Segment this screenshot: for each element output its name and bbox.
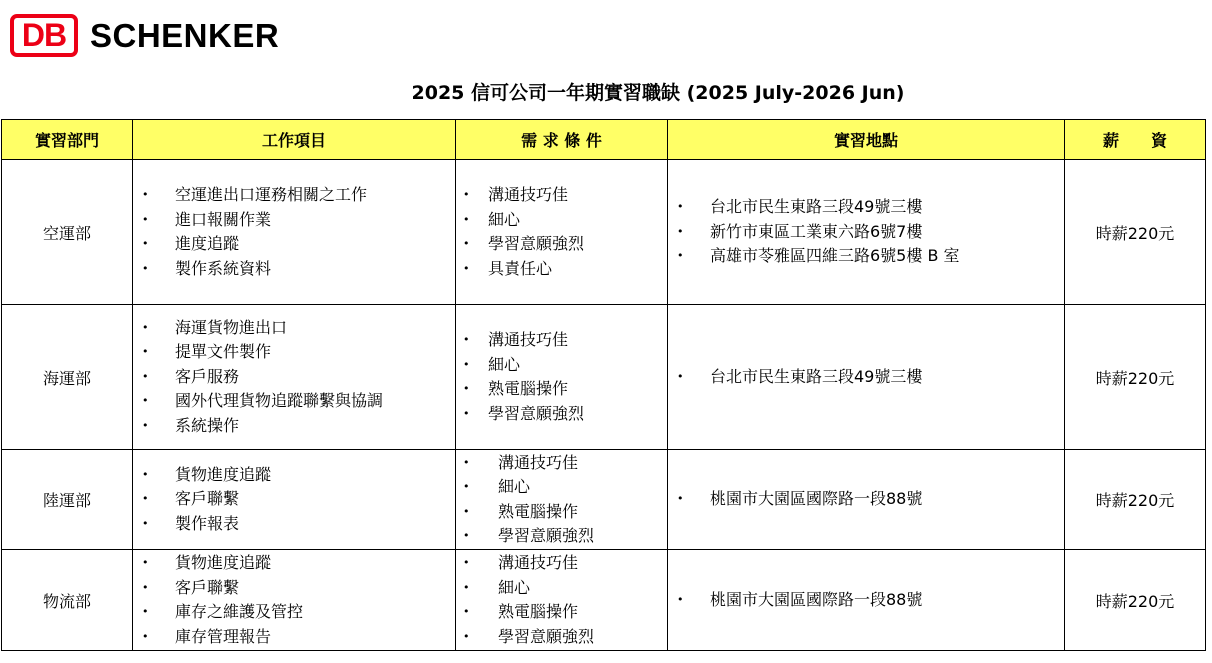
table-header-row xyxy=(2,120,1206,160)
list-item: • 學習意願強烈 xyxy=(456,232,667,257)
list-item: • 進口報關作業 xyxy=(133,208,455,233)
list-item: • 學習意願強烈 xyxy=(456,524,667,549)
list-item: • 新竹市東區工業東六路6號7樓 xyxy=(668,220,1064,245)
internship-table xyxy=(1,119,1206,651)
table-row xyxy=(2,550,1206,651)
list-item: • 國外代理貨物追蹤聯繫與協調 xyxy=(133,389,455,414)
header-requirements: 需 求 條 件 xyxy=(456,120,668,160)
list-item: • 具責任心 xyxy=(456,257,667,282)
list-item: • 台北市民生東路三段49號三樓 xyxy=(668,365,1064,390)
list-item: • 溝通技巧佳 xyxy=(456,551,667,576)
requirements-list xyxy=(456,551,667,649)
list-item: • 桃園市大園區國際路一段88號 xyxy=(668,487,1064,512)
list-item: • 溝通技巧佳 xyxy=(456,451,667,476)
list-item: • 庫存管理報告 xyxy=(133,625,455,650)
location-list xyxy=(668,195,1064,269)
header-work: 工作項目 xyxy=(133,120,456,160)
requirements-cell xyxy=(456,550,668,651)
salary-cell: 時薪220元 xyxy=(1065,450,1206,550)
header-salary: 薪 資 xyxy=(1065,120,1206,160)
list-item: • 客戶聯繫 xyxy=(133,576,455,601)
list-item: • 提單文件製作 xyxy=(133,340,455,365)
list-item: • 貨物進度追蹤 xyxy=(133,551,455,576)
location-cell xyxy=(668,305,1065,450)
department-cell: 海運部 xyxy=(2,305,133,450)
requirements-cell xyxy=(456,450,668,550)
list-item: • 系統操作 xyxy=(133,414,455,439)
list-item: • 高雄市苓雅區四維三路6號5樓 B 室 xyxy=(668,244,1064,269)
list-item: • 熟電腦操作 xyxy=(456,600,667,625)
list-item: • 海運貨物進出口 xyxy=(133,316,455,341)
salary-cell: 時薪220元 xyxy=(1065,160,1206,305)
location-list xyxy=(668,487,1064,512)
list-item: • 熟電腦操作 xyxy=(456,377,667,402)
requirements-cell xyxy=(456,160,668,305)
list-item: • 細心 xyxy=(456,475,667,500)
document-title: 2025 信可公司一年期實習職缺 (2025 July-2026 Jun) xyxy=(411,82,905,104)
list-item: • 客戶聯繫 xyxy=(133,487,455,512)
department-cell: 陸運部 xyxy=(2,450,133,550)
header-department: 實習部門 xyxy=(2,120,133,160)
list-item: • 學習意願強烈 xyxy=(456,402,667,427)
list-item: • 細心 xyxy=(456,353,667,378)
work-cell xyxy=(133,550,456,651)
list-item: • 細心 xyxy=(456,208,667,233)
list-item: • 客戶服務 xyxy=(133,365,455,390)
table-row xyxy=(2,305,1206,450)
list-item: • 台北市民生東路三段49號三樓 xyxy=(668,195,1064,220)
work-cell xyxy=(133,160,456,305)
schenker-logo-text: SCHENKER xyxy=(90,16,280,54)
db-schenker-logo xyxy=(10,14,279,57)
work-list xyxy=(133,316,455,439)
list-item: • 熟電腦操作 xyxy=(456,500,667,525)
department-cell: 空運部 xyxy=(2,160,133,305)
department-cell: 物流部 xyxy=(2,550,133,651)
table-row xyxy=(2,160,1206,305)
table-row xyxy=(2,450,1206,550)
location-cell xyxy=(668,160,1065,305)
work-list xyxy=(133,551,455,649)
list-item: • 進度追蹤 xyxy=(133,232,455,257)
salary-cell: 時薪220元 xyxy=(1065,550,1206,651)
location-list xyxy=(668,365,1064,390)
list-item: • 製作系統資料 xyxy=(133,257,455,282)
requirements-list xyxy=(456,451,667,549)
work-list xyxy=(133,183,455,281)
list-item: • 溝通技巧佳 xyxy=(456,183,667,208)
work-cell xyxy=(133,450,456,550)
list-item: • 空運進出口運務相關之工作 xyxy=(133,183,455,208)
list-item: • 製作報表 xyxy=(133,512,455,537)
salary-cell: 時薪220元 xyxy=(1065,305,1206,450)
list-item: • 學習意願強烈 xyxy=(456,625,667,650)
header-location: 實習地點 xyxy=(668,120,1065,160)
list-item: • 庫存之維護及管控 xyxy=(133,600,455,625)
list-item: • 溝通技巧佳 xyxy=(456,328,667,353)
location-list xyxy=(668,588,1064,613)
work-list xyxy=(133,463,455,537)
location-cell xyxy=(668,550,1065,651)
list-item: • 貨物進度追蹤 xyxy=(133,463,455,488)
db-logo-mark: DB xyxy=(10,14,78,57)
requirements-cell xyxy=(456,305,668,450)
location-cell xyxy=(668,450,1065,550)
requirements-list xyxy=(456,328,667,426)
list-item: • 細心 xyxy=(456,576,667,601)
work-cell xyxy=(133,305,456,450)
list-item: • 桃園市大園區國際路一段88號 xyxy=(668,588,1064,613)
requirements-list xyxy=(456,183,667,281)
